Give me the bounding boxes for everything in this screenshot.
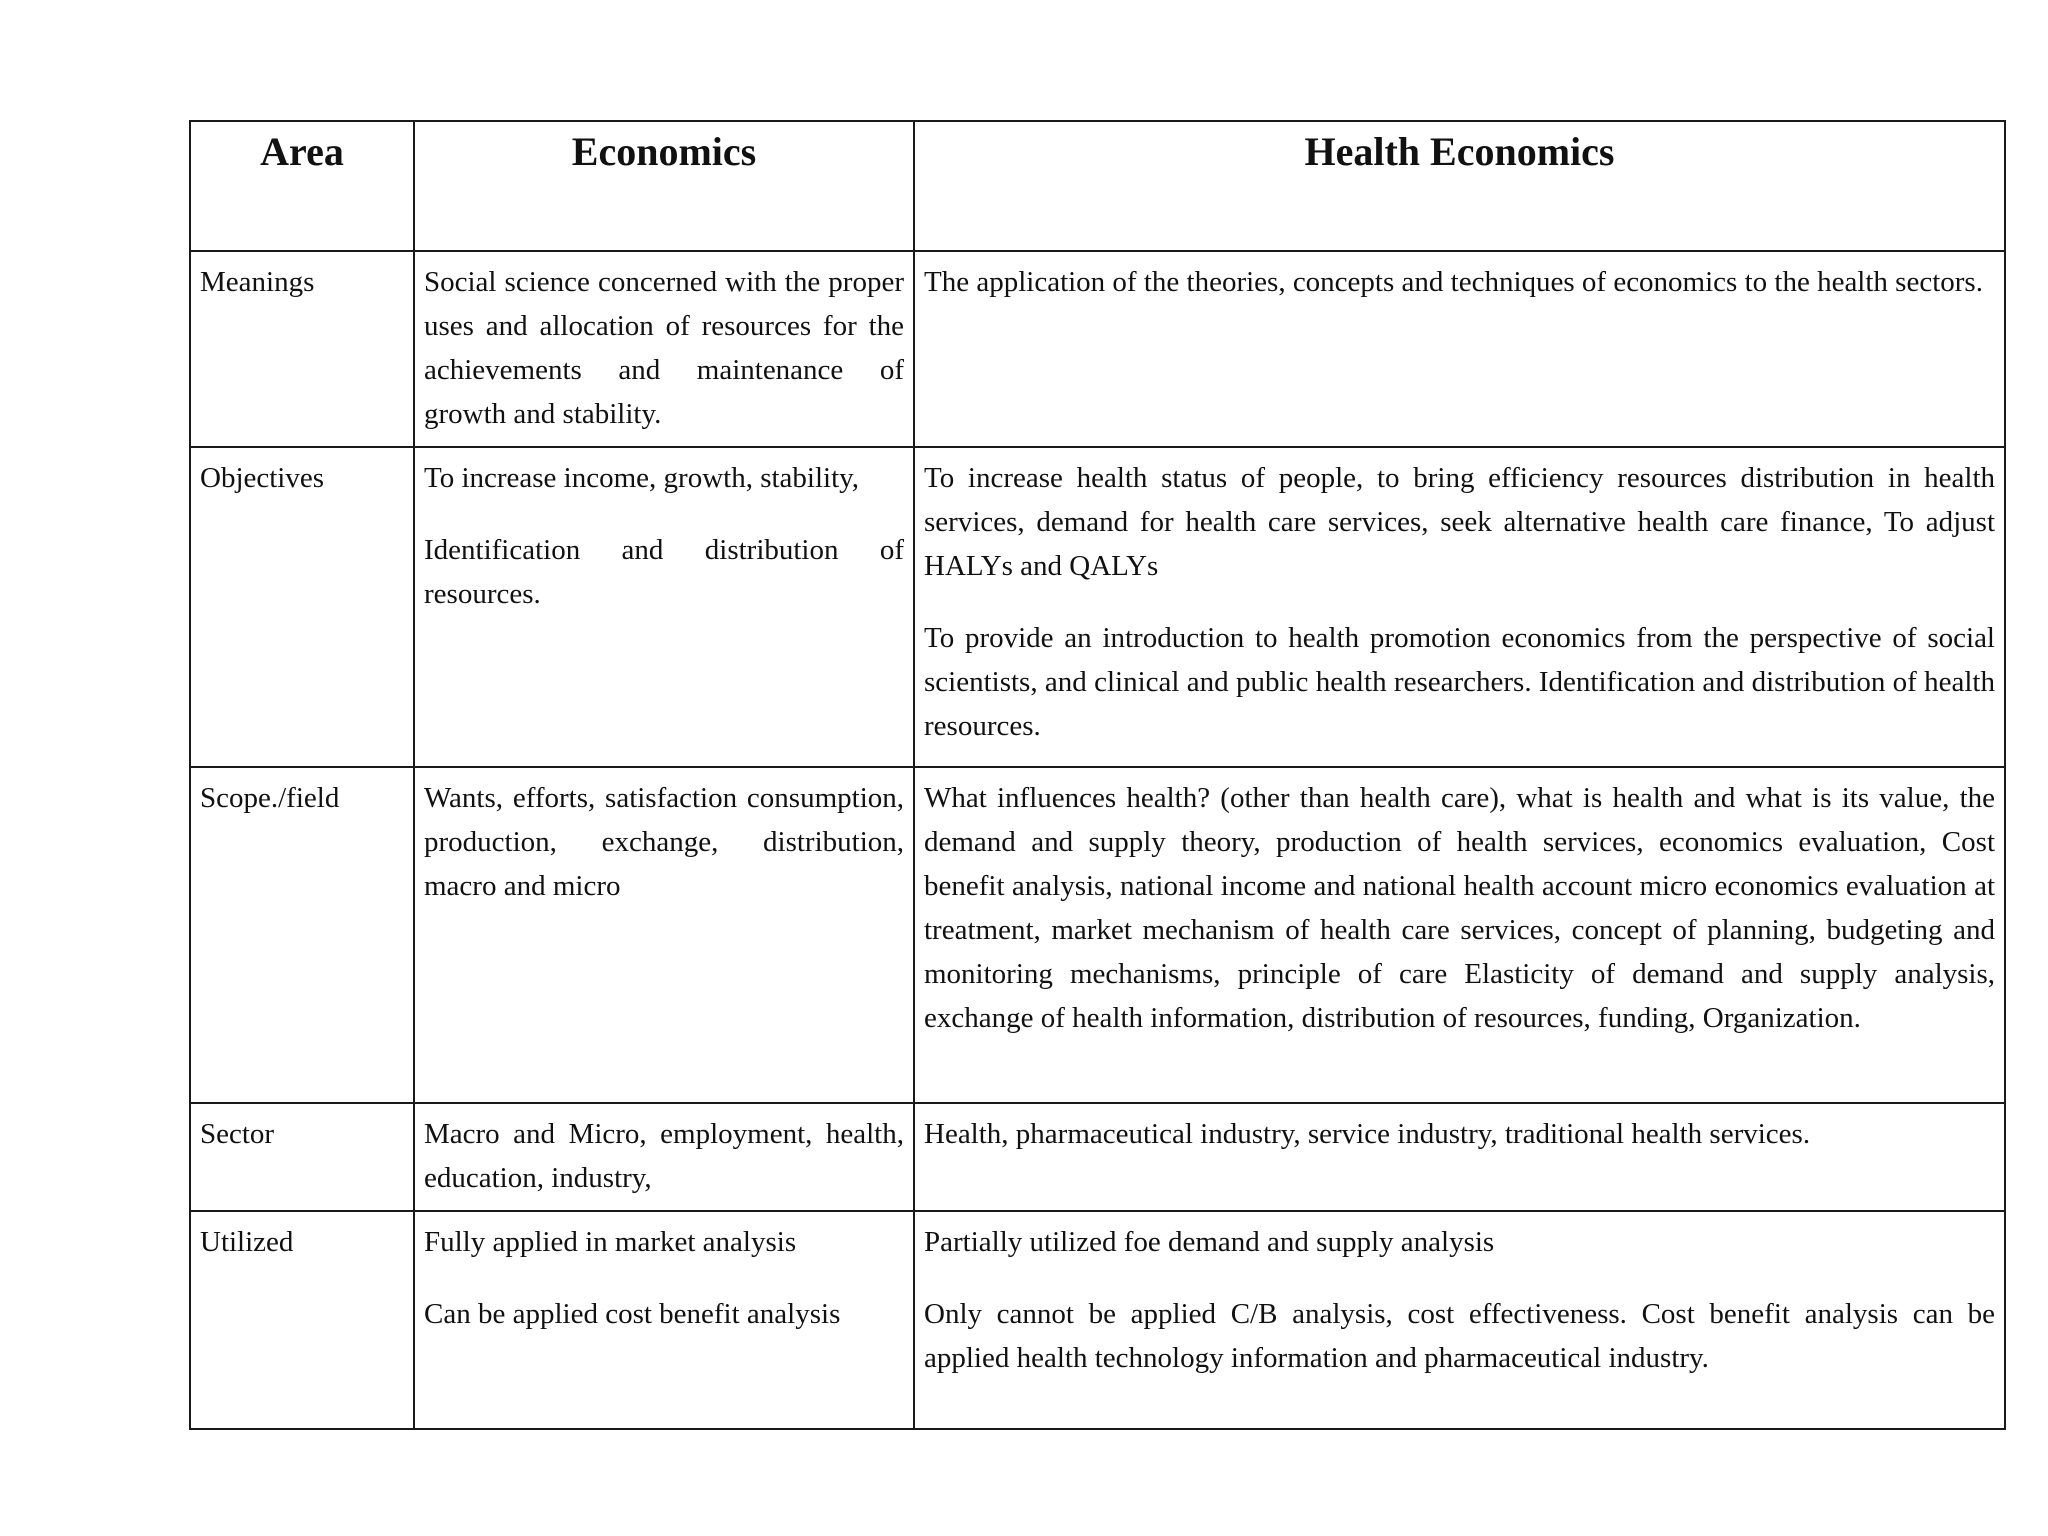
cell-paragraph: Identification and distribution of resources. [424,534,904,610]
cell-paragraph: Wants, efforts, satisfaction consumption, production, exchange, distribution, macro and micro [424,782,904,902]
cell-paragraph: Partially utilized foe demand and supply analysis [924,1226,1495,1258]
cell-health-economics [914,767,2005,1103]
cell-area: Utilized [190,1211,414,1429]
header-economics: Economics [414,121,914,251]
cell-paragraph: The application of the theories, concepts and techniques of economics to the health sectors. [924,266,1983,298]
cell-area: Sector [190,1103,414,1211]
cell-paragraph: Can be applied cost benefit analysis [424,1298,841,1330]
header-area: Area [190,121,414,251]
cell-paragraph: Only cannot be applied C/B analysis, cost effectiveness. Cost benefit analysis can be applied health technology information and pharmaceutical industry. [924,1298,1995,1374]
table-row-scope [190,767,2005,1103]
cell-paragraph: To increase health status of people, to bring efficiency resources distribution in health services, demand for health care services, seek alternative health care finance, To adjust HALYs and QALYs [924,462,1995,582]
cell-area: Meanings [190,251,414,447]
cell-economics [414,447,914,767]
header-health-economics: Health Economics [914,121,2005,251]
cell-paragraph: Health, pharmaceutical industry, service industry, traditional health services. [924,1118,1811,1150]
cell-paragraph: What influences health? (other than health care), what is health and what is its value, the demand and supply theory, production of health services, economics evaluation, Cost benefit analysis, national income and national health account micro economics evaluation at treatment, market mechanism of health care services, concept of planning, budgeting and monitoring mechanisms, principle of care Elasticity of demand and supply analysis, exchange of health information, distribution of resources, funding, Organization. [924,782,1995,1034]
table-row-meanings [190,251,2005,447]
cell-health-economics [914,251,2005,447]
cell-area: Objectives [190,447,414,767]
header-row [190,121,2005,251]
table-row-utilized [190,1211,2005,1429]
cell-economics [414,1211,914,1429]
cell-health-economics [914,447,2005,767]
comparison-table [189,120,2006,1430]
cell-economics [414,1103,914,1211]
cell-economics [414,767,914,1103]
cell-health-economics [914,1103,2005,1211]
cell-paragraph: Macro and Micro, employment, health, education, industry, [424,1118,904,1194]
cell-paragraph: Fully applied in market analysis [424,1226,797,1258]
table-row-objectives [190,447,2005,767]
cell-economics [414,251,914,447]
cell-paragraph: Social science concerned with the proper uses and allocation of resources for the achievements and maintenance of growth and stability. [424,266,904,430]
cell-area: Scope./field [190,767,414,1103]
table-row-sector [190,1103,2005,1211]
cell-paragraph: To increase income, growth, stability, [424,462,859,494]
cell-health-economics [914,1211,2005,1429]
cell-paragraph: To provide an introduction to health promotion economics from the perspective of social scientists, and clinical and public health researchers. Identification and distribution of health resources. [924,622,1995,742]
